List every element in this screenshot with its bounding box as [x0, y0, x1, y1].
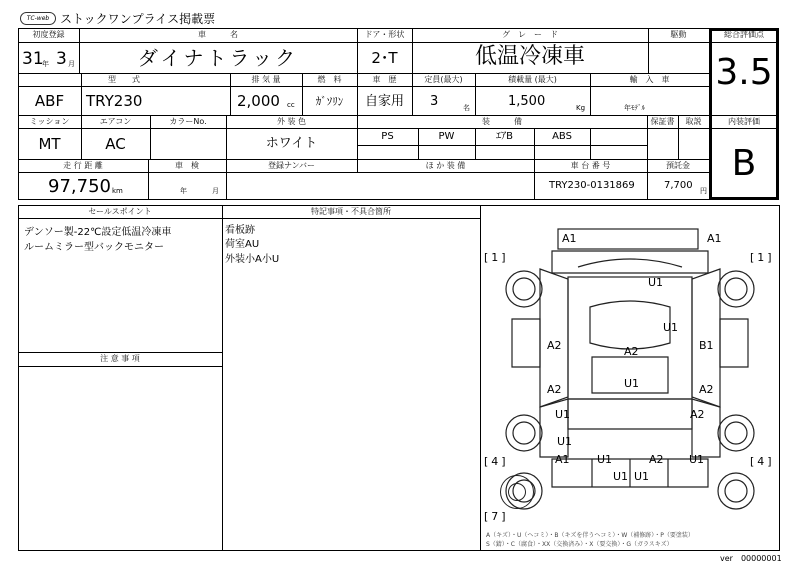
damage-mark: A1 [555, 453, 570, 466]
damage-mark: A2 [547, 383, 562, 396]
interior-score: B [731, 143, 757, 184]
label-capacity: 定員(最大) [424, 75, 463, 84]
equip-airbag: ｴｱB [496, 131, 513, 142]
logo: TC-web [20, 12, 56, 25]
note-3: 外装小A小U [225, 254, 280, 265]
mileage: 97,750 [48, 176, 111, 197]
model: TRY230 [86, 92, 143, 110]
damage-mark: U1 [634, 470, 650, 483]
damage-mark: A2 [547, 339, 562, 352]
version: ver 00000001 [720, 554, 782, 563]
mission: MT [38, 135, 61, 153]
label-mileage: 走 行 距 離 [63, 161, 103, 170]
inspection-year: 年 [180, 187, 187, 195]
inspection-month: 月 [212, 187, 219, 195]
area-bracket: [1] [484, 251, 509, 264]
sales-point-1: デンソー製-22℃設定低温冷凍車 [24, 227, 172, 238]
label-first-reg: 初度登録 [32, 30, 65, 39]
label-sales-points: セールスポイント [88, 207, 152, 216]
label-fuel: 燃 料 [317, 75, 342, 84]
fuel: ｶﾞｿﾘﾝ [315, 95, 344, 108]
damage-mark: U1 [555, 408, 571, 421]
label-import: 輸 入 車 [629, 75, 670, 84]
sales-point-2: ルームミラー型バックモニター [24, 242, 164, 253]
damage-mark: A2 [690, 408, 705, 421]
load: 1,500 [508, 94, 546, 109]
grade: 低温冷凍車 [474, 44, 585, 69]
equip-ps: PS [381, 131, 394, 142]
label-model: 型 式 [108, 75, 140, 84]
car-name: ダイナトラック [137, 46, 299, 70]
label-interior-score: 内装評価 [728, 117, 760, 126]
displacement-unit: cc [287, 101, 295, 109]
damage-mark: U1 [597, 453, 613, 466]
reg-year-unit: 年 [42, 60, 49, 68]
vehicle-history: 自家用 [364, 94, 404, 109]
damage-mark: A1 [562, 232, 577, 245]
aircon: AC [105, 135, 126, 153]
reg-year: 31 [22, 49, 44, 69]
door-shape: 2･T [371, 49, 398, 67]
diagram-lines [512, 229, 748, 487]
displacement: 2,000 [237, 92, 280, 110]
load-unit: Kg [576, 104, 586, 112]
label-manual: 取説 [685, 117, 702, 126]
label-aircon: エアコン [99, 117, 132, 126]
label-color-no: カラーNo. [169, 117, 207, 126]
label-load-capacity: 積載量 (最大) [508, 75, 557, 84]
label-caution: 注 意 事 項 [100, 354, 140, 363]
damage-mark: U1 [648, 276, 664, 289]
equip-abs: ABS [552, 131, 572, 142]
capacity: 3 [430, 94, 439, 109]
damage-mark: U1 [689, 453, 705, 466]
label-car-name: 車 名 [198, 30, 238, 39]
label-equipment: 装 備 [482, 117, 522, 126]
damage-mark: A2 [649, 453, 664, 466]
damage-mark: U1 [557, 435, 573, 448]
mileage-unit: km [112, 187, 123, 195]
label-overall-score: 総合評価点 [724, 30, 764, 39]
reserve-unit: 円 [700, 187, 707, 195]
chassis-number: TRY230-0131869 [549, 180, 635, 191]
reserve-fee: 7,700 [664, 180, 693, 191]
reg-month: 3 [56, 49, 67, 69]
label-mission: ミッション [29, 117, 70, 126]
capacity-unit: 名 [463, 104, 470, 112]
damage-mark: B1 [699, 339, 714, 352]
label-drive: 駆動 [670, 30, 687, 39]
label-inspection: 車 検 [175, 161, 199, 170]
damage-mark: U1 [624, 377, 640, 390]
label-grade: グ レ ー ド [502, 30, 558, 39]
label-warranty: 保証書 [650, 117, 675, 126]
import-note: 年ﾓﾃﾞﾙ [624, 104, 645, 112]
label-exterior-color: 外 装 色 [276, 117, 307, 126]
label-door-shape: ドア・形状 [364, 30, 405, 39]
label-reg-number: 登録ナンバー [267, 161, 316, 170]
label-notes-defects: 特記事項・不具合箇所 [311, 207, 391, 216]
exterior-color: ホワイト [265, 136, 318, 151]
label-reserve-fee: 預託金 [666, 161, 690, 170]
damage-mark: A1 [707, 232, 722, 245]
note-2: 荷室AU [225, 239, 260, 250]
spare-tire-inner-icon [508, 483, 526, 501]
area-bracket: [1] [750, 251, 775, 264]
page-title: ストックワンプライス掲載票 [60, 12, 216, 26]
label-chassis-no: 車 台 番 号 [570, 161, 611, 170]
label-vehicle-history: 車 歴 [372, 75, 397, 84]
model-prefix: ABF [34, 92, 65, 110]
legend-line-1: A（キズ）・U（ヘコミ）・B（キズを伴うヘコミ）・W（補修跡）・P（要塗装） [486, 532, 694, 539]
damage-mark: U1 [613, 470, 629, 483]
area-bracket: [4] [484, 455, 509, 468]
damage-mark: A2 [699, 383, 714, 396]
damage-mark: U1 [663, 321, 679, 334]
legend-line-2: S（錆）・C（腐食）・XX（交換済み）・X（要交換）・G（ガラスキズ） [486, 541, 673, 548]
area-bracket: [4] [750, 455, 775, 468]
label-displacement: 排 気 量 [251, 75, 281, 84]
reg-month-unit: 月 [68, 60, 75, 68]
label-other-equipment: ほ か 装 備 [425, 161, 466, 170]
equip-pw: PW [438, 131, 455, 142]
note-1: 看板跡 [225, 225, 255, 236]
overall-score: 3.5 [715, 52, 773, 93]
damage-mark: A2 [624, 345, 639, 358]
area-bracket: [7] [484, 510, 509, 523]
